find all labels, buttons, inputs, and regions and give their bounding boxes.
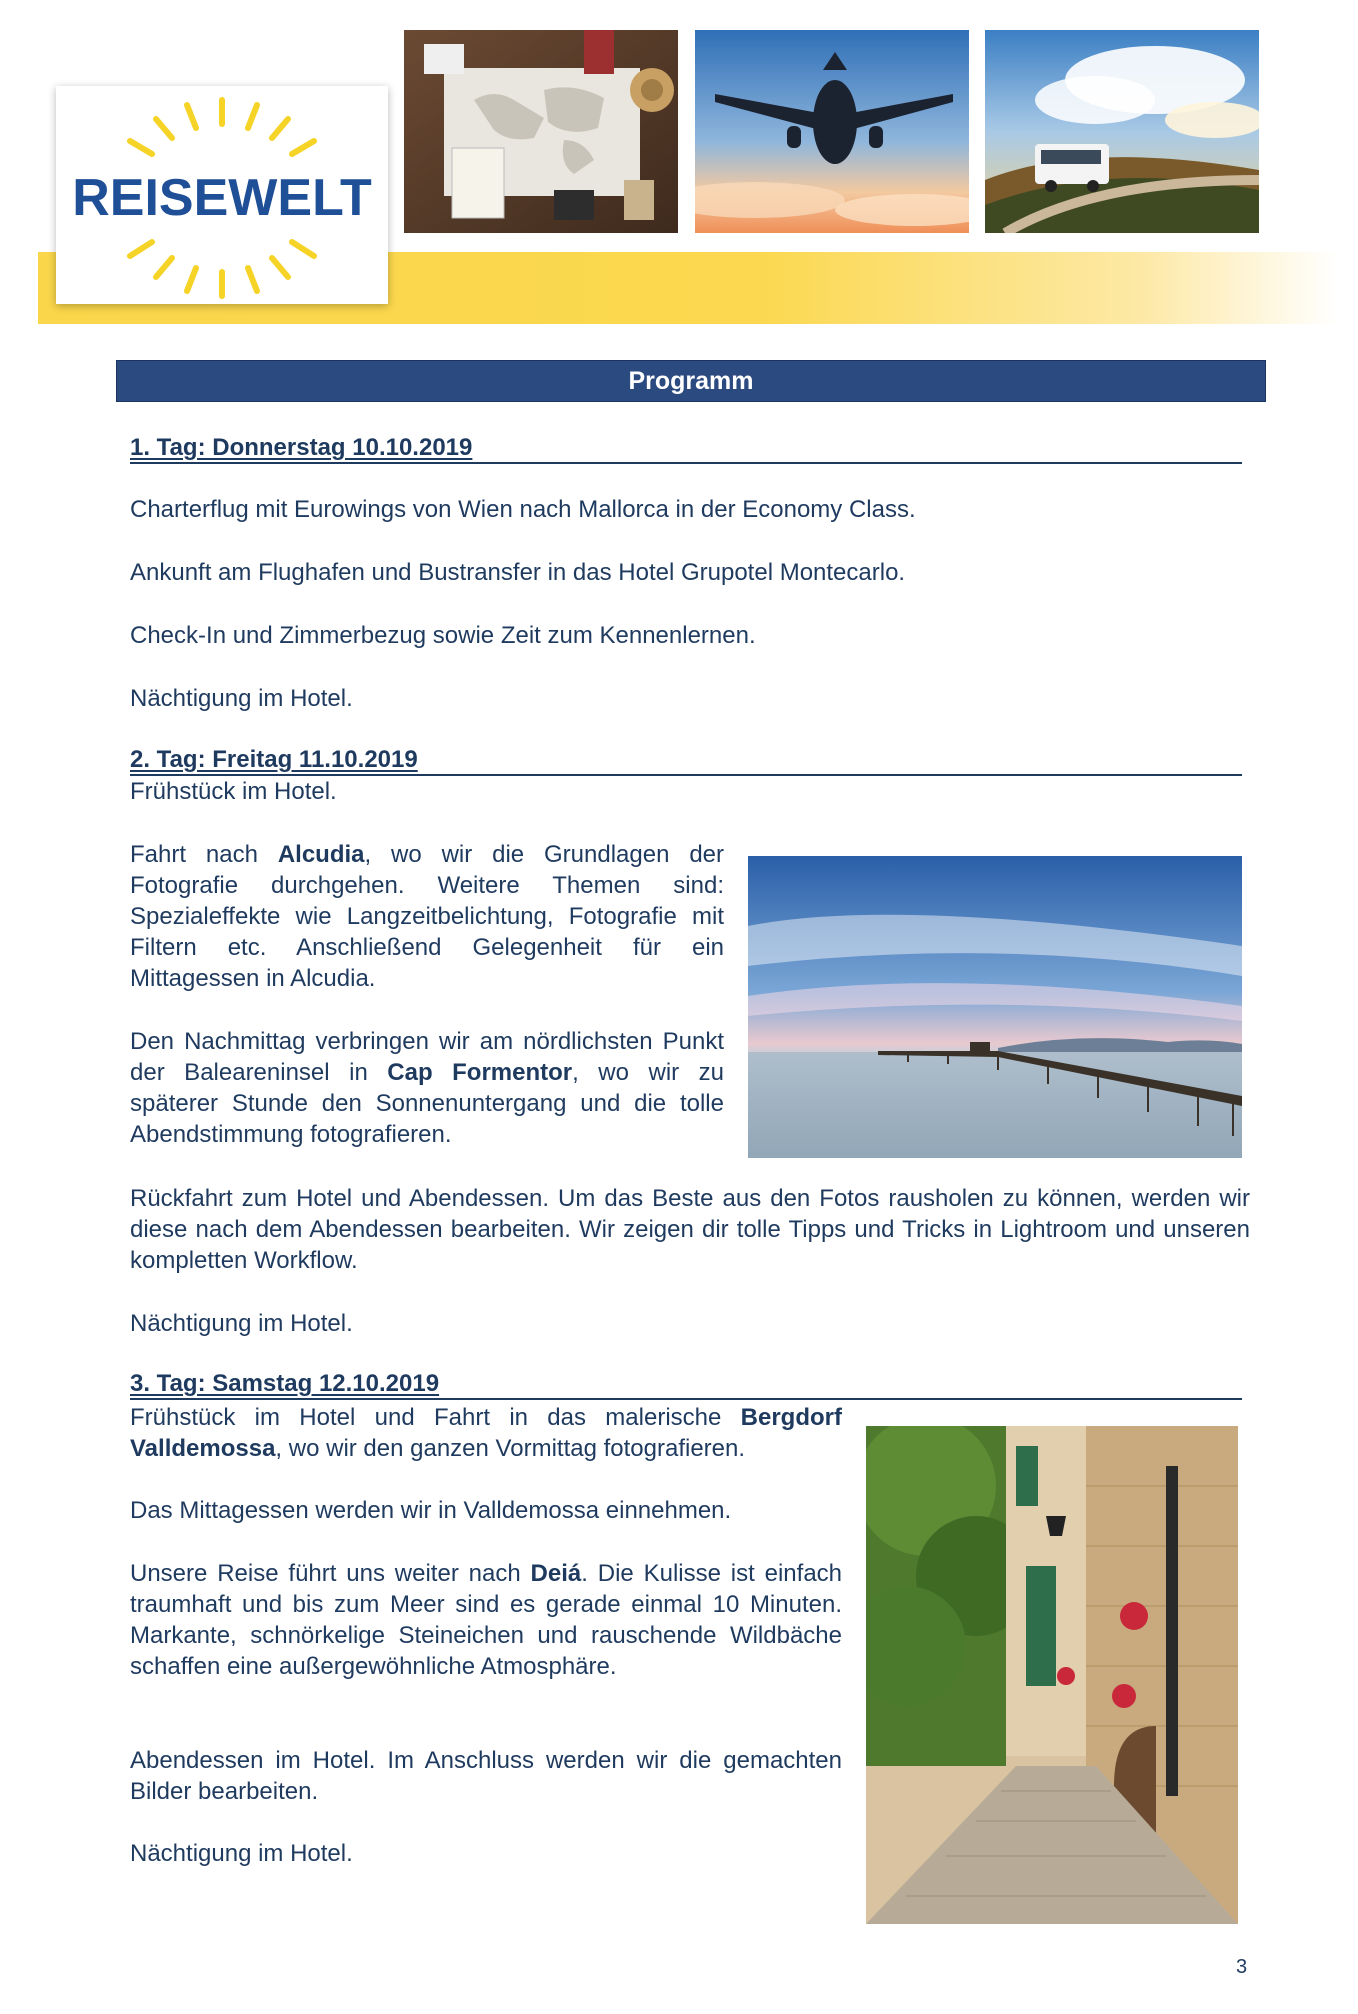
- day1-heading: [130, 434, 1242, 464]
- header-photo-airplane: [695, 30, 969, 233]
- day3-heading: [130, 1370, 1242, 1400]
- day2-heading: [130, 746, 1242, 776]
- page-header: [0, 0, 1358, 330]
- day1-heading-text: 1. Tag: Donnerstag 10.10.2019: [130, 434, 473, 461]
- day1-paragraph: Nächtigung im Hotel.: [130, 685, 353, 712]
- reisewelt-logo: [56, 86, 388, 304]
- day2-paragraph: Rückfahrt zum Hotel und Abendessen. Um das Beste aus den Fotos rausholen zu können, werden wir diese nach dem Abendessen bearbeiten. Wir zeigen dir tolle Tipps und Tricks in Lightroom und unseren kompletten Workflow.: [130, 1185, 1250, 1274]
- day3-paragraph: Abendessen im Hotel. Im Anschluss werden wir die gemachten Bilder bearbeiten.: [130, 1747, 842, 1805]
- day2-paragraph-formentor: Den Nachmittag verbringen wir am nördlichsten Punkt der Baleareninsel in Cap Formentor, wo wir zu späterer Stunde den Sonnenuntergang und die tolle Abendstimmung fotografieren.: [130, 1028, 724, 1148]
- day3-paragraph: Das Mittagessen werden wir in Valldemossa einnehmen.: [130, 1497, 732, 1524]
- day3-paragraph-valldemossa: Frühstück im Hotel und Fahrt in das malerische Bergdorf Valldemossa, wo wir den ganzen Vormittag fotografieren.: [130, 1404, 842, 1462]
- day2-paragraph: Frühstück im Hotel.: [130, 778, 337, 805]
- place-valldemossa: Bergdorf Valldemossa: [130, 1404, 842, 1462]
- day2-heading-text: 2. Tag: Freitag 11.10.2019: [130, 746, 418, 773]
- place-alcudia: Alcudia: [277, 841, 365, 868]
- place-deia: Deiá: [530, 1560, 582, 1587]
- logo-wordmark: REISEWELT: [72, 169, 372, 227]
- day3-paragraph: Nächtigung im Hotel.: [130, 1840, 353, 1867]
- day3-heading-text: 3. Tag: Samstag 12.10.2019: [130, 1370, 440, 1397]
- day3-paragraph-deia: Unsere Reise führt uns weiter nach Deiá. Die Kulisse ist einfach traumhaft und bis zum Meer sind es gerade einmal 10 Minuten. Markante, schnörkelige Steineichen und rauschende Wildbäche schaffen eine außergewöhnliche Atmosphäre.: [130, 1560, 843, 1680]
- photo-valldemossa-street: [866, 1426, 1238, 1924]
- header-photo-bus-coast: [985, 30, 1259, 233]
- day1-paragraph: Charterflug mit Eurowings von Wien nach Mallorca in der Economy Class.: [130, 496, 916, 523]
- day1-paragraph: Ankunft am Flughafen und Bustransfer in das Hotel Grupotel Montecarlo.: [130, 559, 906, 586]
- header-photo-travel-planning: [404, 30, 678, 233]
- program-title-bar: Programm: [116, 360, 1266, 402]
- day2-paragraph: Nächtigung im Hotel.: [130, 1310, 353, 1337]
- day2-paragraph-alcudia: Fahrt nach Alcudia, wo wir die Grundlagen der Fotografie durchgehen. Weitere Themen sind: Spezialeffekte wie Langzeitbelichtung, Fotografie mit Filtern etc. Anschließend Gelegenheit für ein Mittagessen in Alcudia.: [130, 841, 724, 992]
- photo-alcudia-pier: [748, 856, 1242, 1158]
- place-cap-formentor: Cap Formentor: [387, 1059, 573, 1086]
- page-number: 3: [1236, 1956, 1248, 1978]
- day1-paragraph: Check-In und Zimmerbezug sowie Zeit zum Kennenlernen.: [130, 622, 756, 649]
